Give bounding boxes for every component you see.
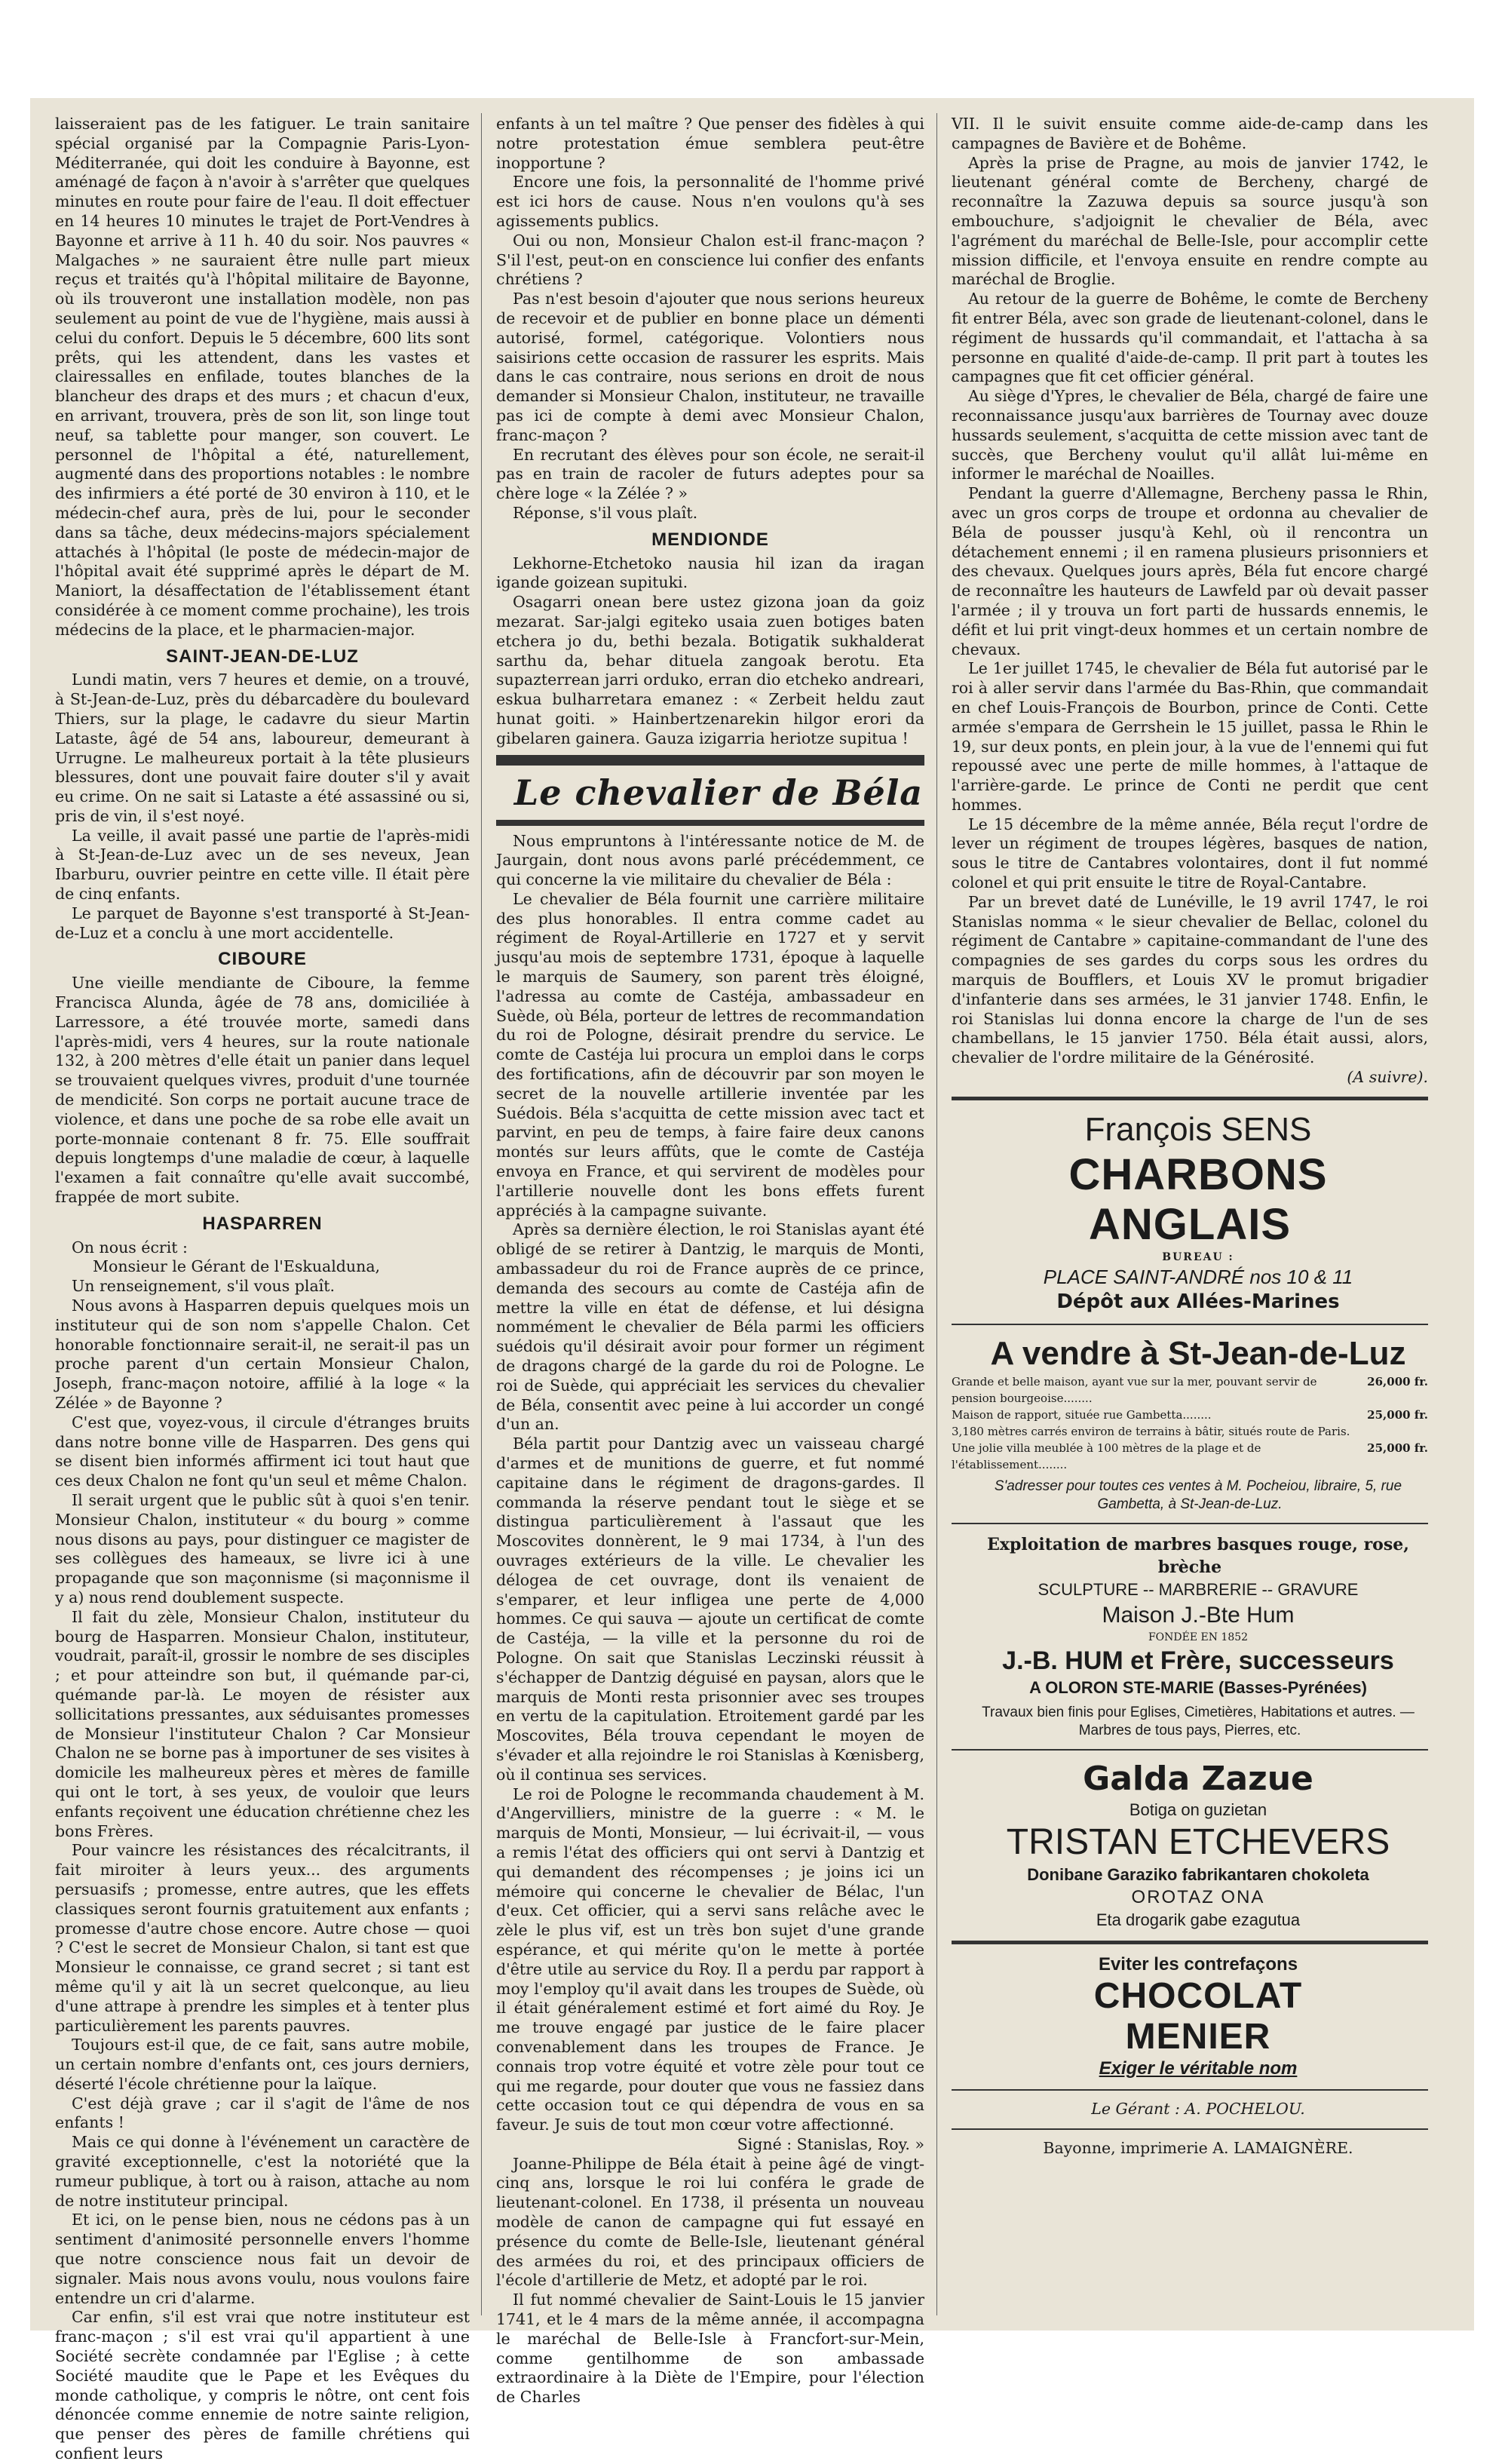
sale-lot-description: Grande et belle maison, ayant vue sur la mer, pouvant servir de pension bourgeoise........ bbox=[952, 1374, 1317, 1405]
section-heading-mendionde: MENDIONDE bbox=[651, 529, 769, 550]
ad-product: CHARBONS ANGLAIS bbox=[1068, 1149, 1328, 1249]
article-paragraph: Pas n'est besoin d'ajouter que nous serions heureux de recevoir et de publier en bonne place un démenti autorisé, formel, catégorique. Volontiers nous saisirions cette occasion de rassurer les esprits. Mais dans le cas contraire, nous serions en droit de nous demander si Monsieur Chalon, instituteur, ne travaille pas ici de compte à demi avec Monsieur Chalon, franc-maçon ? bbox=[496, 290, 924, 444]
article-paragraph: Au siège d'Ypres, le chevalier de Béla, chargé de faire une reconnaissance jusqu'aux barrières de Tournay avec douze hussards seulement, s'acquitta de cette mission avec tant de succès, que Bercheny voulut qu'il allât lui-même en informer le maréchal de Noailles. bbox=[952, 387, 1428, 483]
article-paragraph: Joanne-Philippe de Béla était à peine âgé de vingt-cinq ans, lorsque le roi lui conféra le grade de lieutenant-colonel. En 1738, il présenta un nouveau modèle de canon de campagne qui fut essayé en présence du comte de Belle-Isle, lieutenant général des armées du roi, et des principaux officiers de l'école d'artillerie de Metz, et adopté par le roi. bbox=[496, 2154, 924, 2290]
article-paragraph: Oui ou non, Monsieur Chalon est-il franc-maçon ? S'il l'est, peut-on en conscience lui confier des enfants chrétiens ? bbox=[496, 231, 924, 289]
article-paragraph: Toujours est-il que, de ce fait, sans autre mobile, un certain nombre d'enfants ont, ces jours derniers, déserté l'école chrétienne pour la laïque. bbox=[55, 2036, 470, 2093]
article-paragraph: Le roi de Pologne le recommanda chaudement à M. d'Angervilliers, ministre de la guerre : « M. le marquis de Monti, Monsieur, — lui écrivait-il, — vous a remis l'état des officiers qui ont servi à Dantzig et qui demandent des récompenses ; je joins ici un mémoire qui concerne le chevalier de Bélac, l'un d'eux. Cet officier, qui a servi sans relâche avec le zèle le plus vif, est un très bon sujet d'une grande espérance, et qui mérite qu'on le mette à portée d'être utile au service du Roy. Il a perdu par rapport à moy l'employ qu'il avait dans les troupes de Suède, où il était généralement estimé et fort aimé du Roy. Je me trouve engagé par justice de le faire placer convenablement dans les troupes de France. Je connais trop votre équité et votre zèle pour tout ce qui me regarde, pour douter que vous ne fassiez dans cette occasion tout ce qui dépendra de vous en sa faveur. Je suis de tout mon cœur votre affectionné. bbox=[496, 1784, 924, 2134]
ad-charbons bbox=[952, 1109, 1428, 1315]
article-paragraph: laisseraient pas de les fatiguer. Le train sanitaire spécial organisé par la Compagnie Paris-Lyon-Méditerranée, qui doit les conduire à Bayonne, est aménagé de façon à n'avoir à s'arrêter que quelques minutes en route pour faire de l'eau. Il doit effectuer en 14 heures 10 minutes le trajet de Port-Vendres à Bayonne et arrive à 11 h. 40 du soir. Nos pauvres « Malgaches » ne sauraient être nulle part mieux reçus et traités qu'à l'hôpital militaire de Bayonne, où ils trouveront une installation modèle, non pas seulement au point de vue de l'hygiène, mais aussi à celui du confort. Depuis le 5 décembre, 600 lits sont prêts, qui les attendent, dans les vastes et clairessalles en enfilade, toutes blanches de la blancheur des draps et des murs ; et chacun d'eux, en arrivant, trouvera, près de son lit, son linge tout neuf, sa tablette pour manger, son couvert. Le personnel de l'hôpital a été, naturellement, augmenté dans des proportions notables : le nombre des infirmiers a été porté de 30 environ à 110, et le médecin-chef aura, près de lui, pour le seconder dans sa tâche, deux médecins-majors spécialement attachés à l'hôpital (le poste de médecin-major de l'hôpital avait été supprimé après le départ de M. Maniort, la désaffectation de l'établissement étant considérée à ce moment comme prochaine), les trois médecins de la place, et le pharmacien-major. bbox=[55, 115, 470, 639]
ad-eviter: Eviter les contrefaçons bbox=[1098, 1953, 1298, 1975]
article-paragraph: Le 1er juillet 1745, le chevalier de Béla fut autorisé par le roi à aller servir dans l'armée du Bas-Rhin, que commandait en chef Louis-François de Bourbon, prince de Conti. Cette armée s'empara de Gerrshein le 15 juillet, passa le Rhin le 19, sur deux ponts, en plein jour, à la vue de l'ennemi qui fut repoussé avec une perte de mille hommes, à l'attaque de l'arrière-garde. Le prince de Conti ne perdit que cent hommes. bbox=[952, 659, 1428, 814]
article-paragraph: Pendant la guerre d'Allemagne, Bercheny passa le Rhin, avec un gros corps de troupe et ordonna au chevalier de Béla de pousser jusqu'à Kehl, où il rencontra un détachement ennemi ; il en ramena plusieurs prisonniers et des chevaux. Quelques jours après, Béla fut encore chargé de reconnaître les hauteurs de Lawfeld par où devait passer l'armée ; il y trouva un fort parti de hussards ennemis, le défit et lui prit vingt-deux hommes et un certain nombre de chevaux. bbox=[952, 484, 1428, 658]
article-paragraph: Osagarri onean bere ustez gizona joan da goiz mezarat. Sar-jalgi egiteko usaia zuen botiges baten etchera jo du, bethi bezala. Botigatik sukhalderat sarthu da, behar dituela zangoak berotu. Eta supazterrean jarri orduko, erran dio etcheko andreari, eskua bulharretara emanez : « Zerbeit heldu zaut hunat goiti. » Hainbertzenarekin hilgor erori da gibelaren gainera. Gauza izigarria heriotze supitua ! bbox=[496, 593, 924, 747]
article-paragraph: Après la prise de Pragne, au mois de janvier 1742, le lieutenant général comte de Bercheny, chargé de reconnaître la Zazuwa depuis sa source jusqu'à son embouchure, s'adjoignit le chevalier de Béla, avec l'agrément du maréchal de Belle-Isle, pour accomplir cette mission difficile, et l'envoya ensuite en rendre compte au maréchal de Broglie. bbox=[952, 153, 1428, 289]
continued-note: (A suivre). bbox=[1347, 1068, 1428, 1087]
article-paragraph: enfants à un tel maître ? Que penser des fidèles à qui notre protestation émue semblera peut-être inopportune ? bbox=[496, 115, 924, 172]
sale-lot-price: 25,000 fr. bbox=[1367, 1407, 1428, 1422]
ad-headline: A vendre à St-Jean-de-Luz bbox=[990, 1334, 1406, 1372]
ad-depot: Dépôt aux Allées-Marines bbox=[1056, 1290, 1340, 1313]
article-paragraph: Encore une fois, la personnalité de l'homme privé est ici hors de cause. Nous n'en voulons qu'à ses agissements publics. bbox=[496, 173, 924, 230]
article-paragraph: Après sa dernière élection, le roi Stanislas ayant été obligé de se retirer à Dantzig, le marquis de Monti, ambassadeur du roi de France auprès de ce prince, demanda des secours au comte de Castéja afin de mettre la ville en état de défense, et lui désigna nommément le chevalier de Béla parmi les officiers suédois qu'il désirait avoir pour former un régiment de dragons chargé de la garde du roi de Pologne. Le roi de Suède, qui appréciait les services du chevalier de Béla, consentit avec peine à lui accorder un congé d'un an. bbox=[496, 1220, 924, 1434]
article-paragraph: La veille, il avait passé une partie de l'après-midi à St-Jean-de-Luz avec un de ses neveux, Jean Ibarburu, ouvrier peintre en cette ville. Il était père de cinq enfants. bbox=[55, 826, 470, 904]
article-paragraph: Réponse, s'il vous plaît. bbox=[513, 503, 698, 522]
column-3 bbox=[952, 115, 1428, 2309]
ad-firm: J.-B. HUM et Frère, successeurs bbox=[1002, 1646, 1394, 1675]
ad-divider bbox=[952, 1324, 1428, 1325]
column-1 bbox=[55, 115, 470, 2463]
article-paragraph: Car enfin, s'il est vrai que notre instituteur est franc-maçon ; s'il est vrai qu'il appartient à une Société secrète condamnée par l'Eglise ; à cette Société maudite que le Pape et les Evêques du monde catholique, y compris le nôtre, ont cent fois dénoncée comme ennemie de notre sainte religion, que penser des pères de famille chrétiens qui confient leurs bbox=[55, 2308, 470, 2463]
ad-a-vendre bbox=[952, 1334, 1428, 1514]
ad-title: Galda Zazue bbox=[1083, 1759, 1313, 1798]
ad-etc: Eta drogarik gabe ezagutua bbox=[1096, 1910, 1301, 1929]
ad-works: Travaux bien finis pour Eglises, Cimetières, Habitations et autres. — Marbres de tous pays, Pierres, etc. bbox=[982, 1704, 1415, 1738]
sale-lot-price: 26,000 fr. bbox=[1367, 1374, 1428, 1388]
column-rule bbox=[481, 113, 482, 2315]
article-paragraph: Nous empruntons à l'intéressante notice de M. de Jaurgain, dont nous avons parlé précédemment, ce qui concerne la vie militaire du chevalier de Béla : bbox=[496, 831, 924, 889]
footer-divider bbox=[952, 2089, 1428, 2091]
ad-city: A OLORON STE-MARIE (Basses-Pyrénées) bbox=[1029, 1677, 1367, 1697]
sale-lot-description: 3,180 mètres carrés environ de terrains à bâtir, situés route de Paris. bbox=[952, 1424, 1350, 1438]
ad-divider bbox=[952, 1097, 1428, 1100]
gerant-line: Le Gérant : A. POCHELOU. bbox=[1091, 2099, 1305, 2118]
article-paragraph: Pour vaincre les résistances des récalcitrants, il fait miroiter à leurs yeux... des arguments persuasifs ; promesse, entre autres, que les effets classiques seront fournis gratuitement aux enfants ; promesse d'autre chose encore. Autre chose — quoi ? C'est le secret de Monsieur Chalon, si tant est que Monsieur le connaisse, ce grand secret ; si tant est même qu'il y ait là un secret quelconque, au lieu d'une attrape à prendre les simples et à tenter plus particulièrement les parents pauvres. bbox=[55, 1841, 470, 2035]
article-title: Le chevalier de Béla bbox=[513, 772, 924, 813]
letter-signature: Signé : Stanislas, Roy. » bbox=[737, 2134, 924, 2153]
ad-marbres-line: SCULPTURE -- MARBRERIE -- GRAVURE bbox=[1038, 1579, 1359, 1599]
article-paragraph: C'est que, voyez-vous, il circule d'étranges bruits dans notre bonne ville de Hasparren. Des gens qui se disent bien informés affirment ici tout haut que ces deux Chalon ne font qu'un seul et même Chalon. bbox=[55, 1413, 470, 1490]
ad-chocolat-menier bbox=[952, 1953, 1428, 2080]
ad-fondee: FONDÉE EN 1852 bbox=[1148, 1631, 1249, 1643]
ad-desc: Donibane Garaziko fabrikantaren chokoleta bbox=[1027, 1864, 1369, 1884]
article-paragraph: Béla partit pour Dantzig avec un vaisseau chargé d'armes et de munitions de guerre, et fut nommé capitaine dans le régiment de dragons-gardes. Il commanda la réserve pendant tout le siège et se distingua particulièrement à l'assaut que les Moscovites donnèrent, le 9 mai 1734, à l'un des ouvrages extérieurs de la ville. Le chevalier les délogea de cet ouvrage, dont ils venaient de s'emparer, et leur infligea une perte de 4,000 hommes. Ce qui sauva — ajoute un certificat de comte de Castéja, — la ville et la personne du roi de Pologne. On sait que Stanislas Leczinski réussit à s'échapper de Dantzig déguisé en paysan, alors que le marquis de Monti resta prisonnier avec ses troupes en vertu de la capitulation. Etroitement gardé par les Moscovites, Béla trouva cependant le moyen de s'évader et alla rejoindre le roi Stanislas à Kœnisberg, où il continua ses services. bbox=[496, 1435, 924, 1784]
section-heading-saint-jean-de-luz: SAINT-JEAN-DE-LUZ bbox=[166, 646, 359, 667]
ad-merchant-name: François SENS bbox=[1084, 1110, 1312, 1148]
column-rule bbox=[936, 113, 937, 2315]
decorative-rule bbox=[496, 820, 924, 826]
ad-bureau: BUREAU : bbox=[1162, 1250, 1234, 1263]
letter-salutation: Monsieur le Gérant de l'Eskualduna, bbox=[93, 1257, 381, 1276]
article-paragraph: Il fait du zèle, Monsieur Chalon, instituteur du bourg de Hasparren. Monsieur Chalon, instituteur, voudrait, paraît-il, grossir le nombre de ses disciples ; et pour atteindre son but, il quémande par-ci, quémande par-là. Le moyen de résister aux sollicitations pressantes, aux séduisantes promesses de Monsieur l'instituteur Chalon ? Car Monsieur Chalon ne se borne pas à importuner de ses visites à domicile les malheureux pères et mères de famille qui ont le tort, à ses yeux, de vouloir que leurs enfants reçoivent une éducation chrétienne chez les bons Frères. bbox=[55, 1607, 470, 1840]
section-heading-hasparren: HASPARREN bbox=[202, 1213, 323, 1234]
ad-divider bbox=[952, 1941, 1428, 1944]
article-paragraph: Par un brevet daté de Lunéville, le 19 avril 1747, le roi Stanislas nomma « le sieur chevalier de Bellac, colonel du régiment de Cantabre » capitaine-commandant de l'une des compagnies de ses gardes du corps sous les ordres du marquis de Boufflers, et Louis XV le promut brigadier d'infanterie dans ses armées, le 31 janvier 1748. Enfin, le roi Stanislas lui donna encore la charge de l'un de ses chambellans, le 15 janvier 1750. Béla était aussi, alors, chevalier de l'ordre militaire de la Générosité. bbox=[952, 892, 1428, 1067]
article-paragraph: Au retour de la guerre de Bohême, le comte de Bercheny fit entrer Béla, avec son grade de lieutenant-colonel, dans le régiment de hussards qu'il commandait, et l'attacha à sa personne en qualité d'aide-de-camp. Il prit part à toutes les campagnes que fit cet officier général. bbox=[952, 290, 1428, 386]
ad-divider bbox=[952, 1749, 1428, 1751]
article-paragraph: Mais ce qui donne à l'événement un caractère de gravité exceptionnelle, c'est la notoriété que la rumeur publique, à tort ou à raison, attache au nom de notre instituteur principal. bbox=[55, 2133, 470, 2210]
article-paragraph: C'est déjà grave ; car il s'agit de l'âme de nos enfants ! bbox=[55, 2094, 470, 2132]
imprimerie-line: Bayonne, imprimerie A. LAMAIGNÈRE. bbox=[1043, 2138, 1353, 2157]
article-paragraph: Lundi matin, vers 7 heures et demie, on a trouvé, à St-Jean-de-Luz, près du débarcadère du boulevard Thiers, sur la plage, le cadavre du sieur Martin Lataste, âgé de 54 ans, laboureur, demeurant à Urrugne. Le malheureux portait à la tête plusieurs blessures, dont une pouvait faire douter s'il y avait eu crime. On ne sait si Lataste a été assassiné ou si, pris de vin, il s'est noyé. bbox=[55, 670, 470, 825]
ad-divider bbox=[952, 1523, 1428, 1524]
sale-lot bbox=[952, 1373, 1428, 1407]
article-paragraph: Nous avons à Hasparren depuis quelques mois un instituteur qui de son nom s'appelle Chalon. Cet honorable fonctionnaire serait-il, ne serait-il pas un proche parent d'un certain Monsieur Chalon, Joseph, franc-maçon notoire, affilié à la loge « la Zélée » de Bayonne ? bbox=[55, 1296, 470, 1412]
sale-lot bbox=[952, 1423, 1428, 1440]
article-paragraph: Le 15 décembre de la même année, Béla reçut l'ordre de lever un régiment de troupes légères, basques de nation, sous le titre de Cantabres volontaires, dont il fut nommé colonel et qui prit ensuite le titre de Royal-Cantabre. bbox=[952, 815, 1428, 892]
article-paragraph: Le chevalier de Béla fournit une carrière militaire des plus honorables. Il entra comme cadet au régiment de Royal-Artillerie en 1727 et y servit jusqu'au mois de septembre 1731, époque à laquelle le marquis de Saumery, son parent très éloigné, l'adressa au comte de Castéja, ambassadeur en Suède, où Béla, porteur de lettres de recommandation du roi de Pologne, désirait prendre du service. Le comte de Castéja lui procura un emploi dans le corps des fortifications, afin de découvrir par son moyen le secret de la nouvelle artillerie inventée par les Suédois. Béla s'acquitta de cette mission avec tact et parvint, en peu de temps, à faire faire deux canons montés sur leurs affûts, que le comte de Castéja envoya en France, et qui servirent de modèles pour l'artillerie nouvelle dont les bons effets furent appréciés à la campagne suivante. bbox=[496, 889, 924, 1220]
article-paragraph: En recrutant des élèves pour son école, ne serait-il pas en train de racoler de futurs adeptes pour sa chère loge « la Zélée ? » bbox=[496, 445, 924, 503]
column-2 bbox=[496, 115, 924, 2407]
ad-chocolat: CHOCOLAT bbox=[1093, 1975, 1303, 2016]
sale-lot-price: 25,000 fr. bbox=[1367, 1441, 1428, 1455]
article-paragraph: Il serait urgent que le public sût à quoi s'en tenir. Monsieur Chalon, instituteur « du bourg » comme nous disons au pays, pour distinguer ce magister de ses collègues des hameaux, se livre ici à une propagande que son maçonnisme (si maçonnisme il y a) nous rend doublement suspecte. bbox=[55, 1490, 470, 1606]
ad-name: TRISTAN ETCHEVERS bbox=[1006, 1821, 1390, 1862]
ad-address: PLACE SAINT-ANDRÉ nos 10 & 11 bbox=[1043, 1265, 1353, 1288]
ad-sub: Botiga on guzietan bbox=[1129, 1800, 1267, 1819]
article-paragraph: On nous écrit : bbox=[72, 1238, 188, 1257]
article-paragraph: Lekhorne-Etchetoko nausia hil izan da iragan igande goizean supituki. bbox=[496, 554, 924, 592]
article-paragraph: VII. Il le suivit ensuite comme aide-de-camp dans les campagnes de Bavière et de Bohême. bbox=[952, 115, 1428, 152]
ad-orotaz: OROTAZ ONA bbox=[1131, 1886, 1265, 1907]
ad-marbres-line: Exploitation de marbres basques rouge, rose, brèche bbox=[987, 1534, 1409, 1577]
sale-lot bbox=[952, 1440, 1428, 1473]
sale-lot-description: Maison de rapport, située rue Gambetta........ bbox=[952, 1407, 1212, 1422]
ad-marbres bbox=[952, 1533, 1428, 1740]
article-paragraph: Un renseignement, s'il vous plaît. bbox=[72, 1277, 336, 1296]
ad-menier: MENIER bbox=[1125, 2016, 1271, 2057]
article-paragraph: Une vieille mendiante de Ciboure, la femme Francisca Alunda, âgée de 78 ans, domiciliée à Larressore, a été trouvée morte, samedi dans l'après-midi, vers 4 heures, sur la route nationale 132, à 200 mètres d'elle était un panier dans lequel se trouvaient quelques vivres, produit d'une tournée de mendicité. Son corps ne portait aucune trace de violence, et dans une poche de sa robe elle avait un porte-monnaie contenant 8 fr. 75. Elle souffrait depuis longtemps d'une maladie de cœur, à laquelle l'examen a fait connaître qu'elle avait succombé, frappée de mort subite. bbox=[55, 974, 470, 1207]
article-paragraph: Le parquet de Bayonne s'est transporté à St-Jean-de-Luz et a conclu à une mort accidentelle. bbox=[55, 904, 470, 942]
newspaper-page bbox=[30, 98, 1474, 2463]
ad-contact: S'adresser pour toutes ces ventes à M. Pocheiou, libraire, 5, rue Gambetta, à St-Jean-de-Luz. bbox=[994, 1477, 1402, 1512]
ad-exiger: Exiger le véritable nom bbox=[1099, 2057, 1298, 2079]
article-paragraph: Et ici, on le pense bien, nous ne cédons pas à un sentiment d'animosité personnelle envers l'homme que notre conscience nous fait un devoir de signaler. Mais nous avons voulu, nous voulons faire entendre un cri d'alarme. bbox=[55, 2211, 470, 2307]
sale-lot bbox=[952, 1407, 1428, 1423]
decorative-rule bbox=[496, 755, 924, 766]
footer-divider bbox=[952, 2128, 1428, 2130]
ad-maison: Maison J.-Bte Hum bbox=[1102, 1602, 1295, 1628]
sale-lot-description: Une jolie villa meublée à 100 mètres de la plage et de l'établissement........ bbox=[952, 1441, 1261, 1471]
section-heading-ciboure: CIBOURE bbox=[218, 949, 307, 970]
article-paragraph: Il fut nommé chevalier de Saint-Louis le 15 janvier 1741, et le 4 mars de la même année, il accompagna le maréchal de Belle-Isle à Francfort-sur-Mein, comme gentilhomme de son ambassade extraordinaire à la Diète de l'Empire, pour l'élection de Charles bbox=[496, 2291, 924, 2407]
ad-chocolat-etchevers bbox=[952, 1760, 1428, 1932]
